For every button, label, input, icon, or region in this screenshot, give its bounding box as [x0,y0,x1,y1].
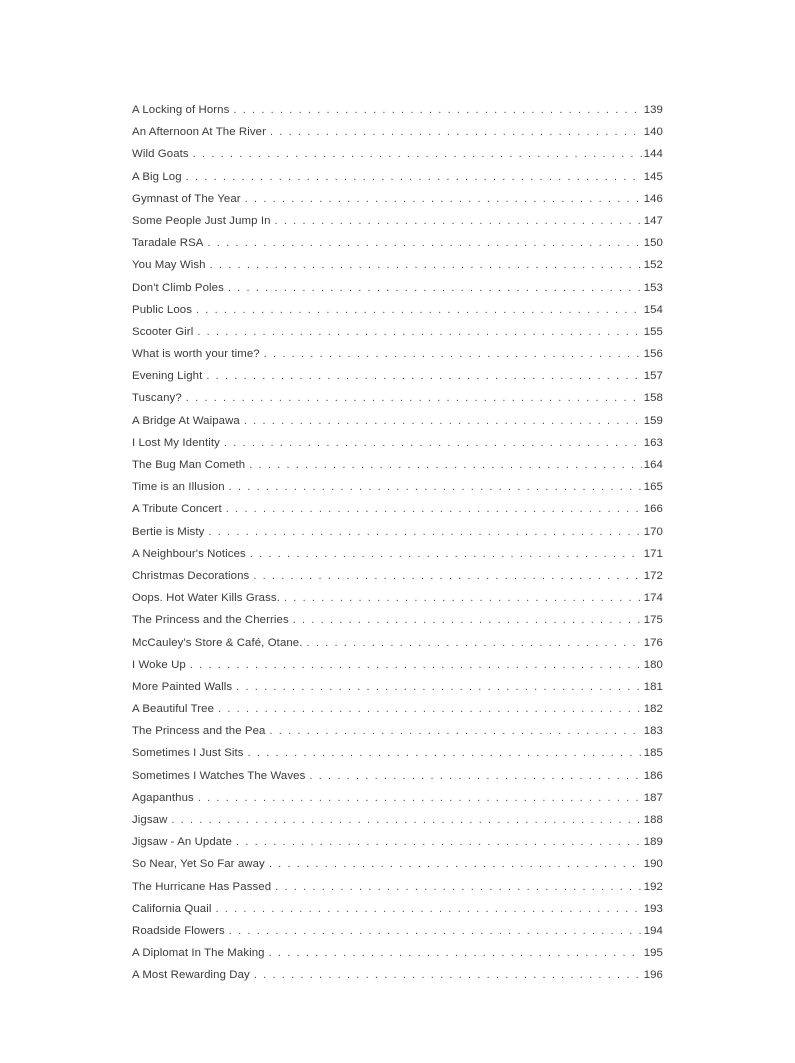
toc-entry-page-number: 176 [643,636,663,649]
toc-entry-title: I Lost My Identity [132,436,220,449]
toc-entry-page-number: 164 [643,459,663,471]
toc-entry[interactable] [132,432,663,454]
dot-leader [210,254,642,276]
dot-leader [186,387,642,409]
dot-leader [224,432,642,454]
toc-entry-page-number: 145 [643,170,663,183]
toc-entry[interactable] [132,166,663,188]
dot-leader [249,454,641,476]
toc-entry[interactable] [132,853,663,875]
dot-leader [275,876,642,898]
toc-entry-title: Wild Goats [132,148,189,161]
dot-leader [207,232,641,254]
dot-leader [269,942,642,964]
dot-leader [186,166,642,188]
dot-leader [254,964,642,986]
toc-entry-title: Don't Climb Poles [132,281,224,294]
toc-entry[interactable] [132,698,663,720]
toc-entry-title: Evening Light [132,370,203,383]
dot-leader [197,321,641,343]
toc-entry[interactable] [132,232,663,254]
dot-leader [226,498,642,520]
toc-entry[interactable] [132,609,663,631]
toc-entry-page-number: 180 [643,658,663,671]
toc-entry-title: Jigsaw [132,814,168,826]
toc-entry-title: A Most Rewarding Day [132,969,250,982]
dot-leader [229,476,642,498]
toc-entry[interactable] [132,143,663,165]
toc-entry[interactable] [132,188,663,210]
toc-entry-title: Public Loos [132,303,192,316]
dot-leader [309,765,641,787]
toc-entry[interactable] [132,942,663,964]
toc-entry-page-number: 188 [643,814,663,826]
toc-entry-page-number: 186 [643,769,663,782]
toc-entry[interactable] [132,543,663,565]
toc-entry[interactable] [132,410,663,432]
dot-leader [264,343,642,365]
dot-leader [229,920,642,942]
toc-entry-title: Sometimes I Watches The Waves [132,769,306,782]
toc-entry[interactable] [132,365,663,387]
dot-leader [248,742,642,764]
toc-entry-title: Christmas Decorations [132,569,250,582]
toc-entry-page-number: 189 [643,836,663,849]
toc-entry-page-number: 171 [643,547,663,560]
toc-entry-page-number: 146 [643,192,663,205]
toc-entry-page-number: 182 [643,703,663,716]
toc-entry-page-number: 165 [643,481,663,494]
toc-entry[interactable] [132,765,663,787]
toc-entry-title: The Princess and the Pea [132,725,266,738]
dot-leader [270,121,642,143]
toc-entry-title: Bertie is Misty [132,525,205,538]
toc-entry-page-number: 190 [643,858,663,871]
toc-entry-title: What is worth your time? [132,348,260,361]
dot-leader [171,809,641,831]
toc-entry-title: More Painted Walls [132,680,233,693]
toc-entry[interactable] [132,121,663,143]
dot-leader [275,210,642,232]
toc-entry-title: The Bug Man Cometh [132,459,246,471]
toc-entry[interactable] [132,898,663,920]
toc-entry-page-number: 150 [643,237,663,250]
toc-entry[interactable] [132,321,663,343]
toc-entry-page-number: 147 [643,214,663,227]
dot-leader [236,676,642,698]
toc-entry-page-number: 187 [643,791,663,804]
toc-entry[interactable] [132,254,663,276]
toc-entry-page-number: 154 [643,303,663,316]
toc-entry-page-number: 155 [643,325,663,338]
toc-entry-title: Jigsaw - An Update [132,836,232,849]
toc-entry[interactable] [132,299,663,321]
dot-leader [233,99,641,121]
toc-entry-title: Time is an Illusion [132,481,225,494]
toc-entry-page-number: 158 [643,392,663,405]
toc-entry-page-number: 172 [643,569,663,582]
toc-entry-page-number: 156 [643,348,663,361]
toc-entry-title: Roadside Flowers [132,924,225,937]
toc-entry[interactable] [132,654,663,676]
toc-entry[interactable] [132,676,663,698]
toc-entry-title: I Woke Up [132,658,186,671]
toc-entry-page-number: 157 [643,370,663,383]
toc-entry-title: Tuscany? [132,392,182,405]
toc-entry-title: A Big Log [132,170,182,183]
toc-entry[interactable] [132,387,663,409]
toc-entry-page-number: 152 [643,259,663,272]
toc-entry[interactable] [132,476,663,498]
toc-entry-title: Taradale RSA [132,237,204,250]
toc-entry[interactable] [132,920,663,942]
dot-leader [228,277,642,299]
toc-entry[interactable] [132,498,663,520]
table-of-contents [132,99,663,987]
toc-entry-page-number: 194 [643,924,663,937]
toc-entry-page-number: 185 [643,747,663,760]
toc-entry[interactable] [132,720,663,742]
dot-leader [198,787,642,809]
toc-entry-page-number: 144 [643,148,663,161]
toc-entry-page-number: 183 [643,725,663,738]
toc-entry-title: A Neighbour's Notices [132,547,246,560]
toc-entry-page-number: 139 [643,104,663,116]
toc-entry[interactable] [132,521,663,543]
dot-leader [196,299,642,321]
dot-leader [269,720,641,742]
dot-leader [269,853,642,875]
toc-entry-title: An Afternoon At The River [132,126,266,139]
toc-entry-page-number: 195 [643,947,663,960]
dot-leader [245,188,642,210]
toc-entry-title: Some People Just Jump In [132,214,271,227]
toc-entry-page-number: 193 [643,902,663,915]
toc-entry-title: Sometimes I Just Sits [132,747,244,760]
toc-entry-title: Oops. Hot Water Kills Grass. [132,592,280,605]
toc-entry-page-number: 153 [643,281,663,294]
dot-leader [307,632,642,654]
toc-entry-page-number: 159 [643,414,663,427]
toc-entry-title: California Quail [132,902,212,915]
toc-entry[interactable] [132,454,663,476]
toc-entry[interactable] [132,565,663,587]
dot-leader [206,365,641,387]
toc-entry[interactable] [132,787,663,809]
dot-leader [215,898,641,920]
toc-entry-page-number: 170 [643,525,663,538]
toc-entry-page-number: 196 [643,969,663,982]
dot-leader [250,543,642,565]
toc-entry-page-number: 166 [643,503,663,516]
dot-leader [293,609,642,631]
toc-entry-title: The Princess and the Cherries [132,614,289,627]
toc-entry[interactable] [132,632,663,654]
toc-entry-page-number: 163 [643,436,663,449]
toc-entry-title: Agapanthus [132,791,194,804]
dot-leader [253,565,641,587]
dot-leader [244,410,642,432]
toc-entry-title: Gymnast of The Year [132,192,241,205]
toc-entry-page-number: 140 [643,126,663,139]
toc-entry[interactable] [132,210,663,232]
toc-entry-page-number: 192 [643,880,663,893]
toc-entry[interactable] [132,99,663,121]
toc-entry[interactable] [132,742,663,764]
toc-entry-title: McCauley's Store & Café, Otane. [132,636,303,649]
toc-entry[interactable] [132,831,663,853]
dot-leader [284,587,642,609]
toc-entry[interactable] [132,876,663,898]
toc-entry-page-number: 174 [643,592,663,605]
toc-entry[interactable] [132,587,663,609]
toc-entry-page-number: 175 [643,614,663,627]
dot-leader [208,521,641,543]
toc-entry-page-number: 181 [643,680,663,693]
toc-entry-title: A Bridge At Waipawa [132,414,240,427]
dot-leader [218,698,642,720]
dot-leader [193,143,642,165]
toc-entry[interactable] [132,809,663,831]
toc-entry-title: You May Wish [132,259,206,272]
toc-entry-title: A Locking of Horns [132,104,230,116]
toc-entry-title: A Diplomat In The Making [132,947,265,960]
toc-entry-title: Scooter Girl [132,325,194,338]
dot-leader [190,654,642,676]
toc-entry-title: A Beautiful Tree [132,703,215,716]
toc-entry-title: The Hurricane Has Passed [132,880,272,893]
dot-leader [236,831,642,853]
toc-entry[interactable] [132,343,663,365]
toc-entry[interactable] [132,277,663,299]
toc-entry-title: So Near, Yet So Far away [132,858,265,871]
toc-entry-title: A Tribute Concert [132,503,222,516]
toc-entry[interactable] [132,964,663,986]
